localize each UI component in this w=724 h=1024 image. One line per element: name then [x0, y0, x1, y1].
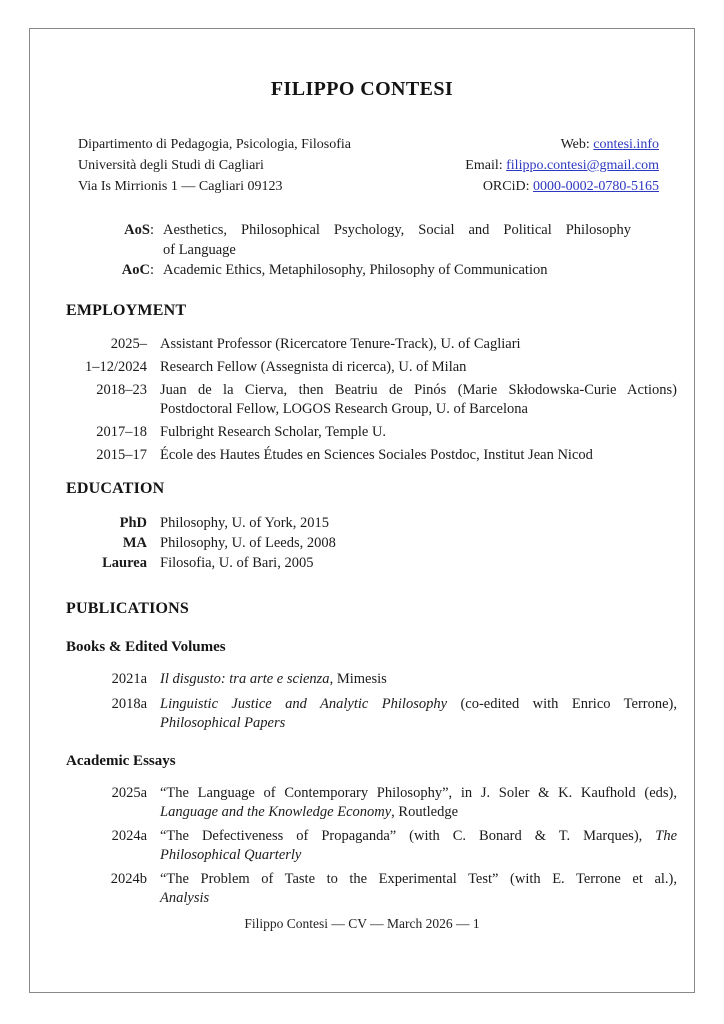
entry-line — [160, 803, 677, 822]
entry-degree: PhD — [119, 515, 147, 531]
entry-line — [160, 714, 677, 733]
book-rest: (co-edited with Enrico Terrone), — [447, 696, 678, 712]
employment-entry — [41, 335, 695, 354]
book-title: Il disgusto: tra arte e scienza — [160, 671, 330, 687]
address-line-department: Dipartimento di Pedagogia, Psicologia, Filosofia — [78, 137, 351, 152]
entry-line: Juan de la Cierva, then Beatriu de Pinós (Marie Skłodowska-Curie Actions) — [160, 382, 677, 398]
entry-body — [160, 381, 677, 419]
essay-entry — [41, 827, 695, 865]
page-footer: Filippo Contesi — CV — March 2026 — 1 — [244, 916, 480, 931]
section-heading-employment: EMPLOYMENT — [66, 302, 187, 319]
essay-entry — [41, 870, 695, 908]
essay-journal-start: The — [655, 828, 677, 844]
book-entry — [41, 670, 695, 689]
education-entry — [41, 533, 695, 553]
contact-orcid-line — [465, 176, 659, 197]
entry-id: 2024b — [110, 871, 147, 887]
essay-journal: Philosophical Quarterly — [160, 847, 302, 863]
entry-body — [160, 533, 677, 553]
entry-body — [160, 423, 677, 442]
orcid-link[interactable]: 0000-0002-0780-5165 — [533, 179, 659, 194]
entry-id: 2018a — [111, 696, 147, 712]
section-heading-publications: PUBLICATIONS — [66, 600, 190, 617]
employment-list — [29, 335, 695, 465]
aos-label-text: AoS — [124, 222, 150, 238]
essay-entry — [41, 784, 695, 822]
aos-line-1: Aesthetics, Philosophical Psychology, Social and Political Philosophy — [163, 222, 631, 238]
entry-body — [160, 784, 677, 822]
subsection-heading-books: Books & Edited Volumes — [66, 639, 226, 655]
areas-block — [29, 220, 695, 280]
education-entry — [41, 553, 695, 573]
entry-period: 2025– — [110, 336, 147, 352]
education-list — [29, 513, 695, 573]
aos-label-colon: : — [149, 222, 154, 238]
aos-line-2: of Language — [163, 242, 236, 258]
entry-body — [160, 553, 677, 573]
essays-list — [29, 784, 695, 908]
entry-line: Assistant Professor (Ricercatore Tenure-Track), U. of Cagliari — [160, 336, 521, 352]
books-list — [29, 670, 695, 733]
entry-body — [160, 513, 677, 533]
email-label: Email: — [465, 158, 503, 173]
entry-line — [160, 846, 677, 865]
entry-body — [160, 446, 677, 465]
book-journal: Philosophical Papers — [160, 715, 286, 731]
aoc-row — [41, 260, 695, 280]
contact-links — [465, 134, 659, 197]
contact-web-line — [465, 134, 659, 155]
aos-label — [41, 220, 154, 260]
aoc-body — [163, 260, 631, 280]
entry-line: Fulbright Research Scholar, Temple U. — [160, 424, 387, 440]
entry-line: Philosophy, U. of York, 2015 — [160, 515, 330, 531]
section-heading-education: EDUCATION — [66, 480, 165, 497]
web-link[interactable]: contesi.info — [593, 137, 659, 152]
entry-body — [160, 695, 677, 733]
entry-period: 2017–18 — [96, 424, 147, 440]
employment-entry — [41, 446, 695, 465]
aos-row — [41, 220, 695, 260]
entry-line — [160, 670, 677, 689]
email-link[interactable]: filippo.contesi@gmail.com — [506, 158, 659, 173]
book-title: Linguistic Justice and Analytic Philosophy — [160, 696, 448, 712]
contact-block — [78, 134, 659, 197]
entry-line — [160, 827, 677, 846]
entry-body — [160, 870, 677, 908]
entry-period: 1–12/2024 — [84, 359, 147, 375]
entry-line: Research Fellow (Assegnista di ricerca), U. of Milan — [160, 359, 467, 375]
entry-line — [160, 695, 677, 714]
entry-body — [160, 670, 677, 689]
entry-id: 2024a — [111, 828, 147, 844]
aoc-line-1: Academic Ethics, Metaphilosophy, Philosophy of Communication — [163, 262, 548, 278]
entry-period: 2018–23 — [96, 382, 147, 398]
entry-line: Filosofia, U. of Bari, 2005 — [160, 555, 314, 571]
essay-title: “The Defectiveness of Propaganda” (with C. Bonard & T. Marques), — [160, 828, 656, 844]
web-label: Web: — [560, 137, 590, 152]
entry-line — [160, 889, 677, 908]
entry-line: “The Language of Contemporary Philosophy”, in J. Soler & K. Kaufhold (eds), — [160, 785, 677, 801]
entry-id: 2021a — [111, 671, 147, 687]
entry-line: École des Hautes Études en Sciences Sociales Postdoc, Institut Jean Nicod — [160, 447, 593, 463]
aoc-label-text: AoC — [121, 262, 150, 278]
entry-line: Postdoctoral Fellow, LOGOS Research Group, U. of Barcelona — [160, 401, 528, 417]
essay-journal: Language and the Knowledge Economy — [160, 804, 392, 820]
entry-body — [160, 827, 677, 865]
page-title: FILIPPO CONTESI — [270, 78, 454, 100]
subsection-heading-essays: Academic Essays — [66, 753, 176, 769]
education-entry — [41, 513, 695, 533]
book-entry — [41, 695, 695, 733]
aoc-label-colon: : — [149, 262, 154, 278]
aoc-label — [41, 260, 154, 280]
contact-email-line — [465, 155, 659, 176]
employment-entry — [41, 358, 695, 377]
entry-period: 2015–17 — [96, 447, 147, 463]
aos-body — [163, 220, 631, 260]
essay-journal: Analysis — [160, 890, 210, 906]
contact-address — [78, 134, 351, 197]
entry-body — [160, 335, 677, 354]
entry-line: Philosophy, U. of Leeds, 2008 — [160, 535, 336, 551]
employment-entry — [41, 423, 695, 442]
entry-id: 2025a — [111, 785, 147, 801]
cv-content — [29, 28, 695, 993]
book-rest: , Mimesis — [329, 671, 387, 687]
entry-degree: Laurea — [102, 555, 147, 571]
entry-body — [160, 358, 677, 377]
address-line-street: Via Is Mirrionis 1 — Cagliari 09123 — [78, 179, 283, 194]
orcid-label: ORCiD: — [482, 179, 530, 194]
essay-rest: , Routledge — [391, 804, 459, 820]
entry-degree: MA — [122, 535, 147, 551]
employment-entry — [41, 381, 695, 419]
entry-line: “The Problem of Taste to the Experimental Test” (with E. Terrone et al.), — [160, 871, 677, 887]
address-line-university: Università degli Studi di Cagliari — [78, 158, 264, 173]
